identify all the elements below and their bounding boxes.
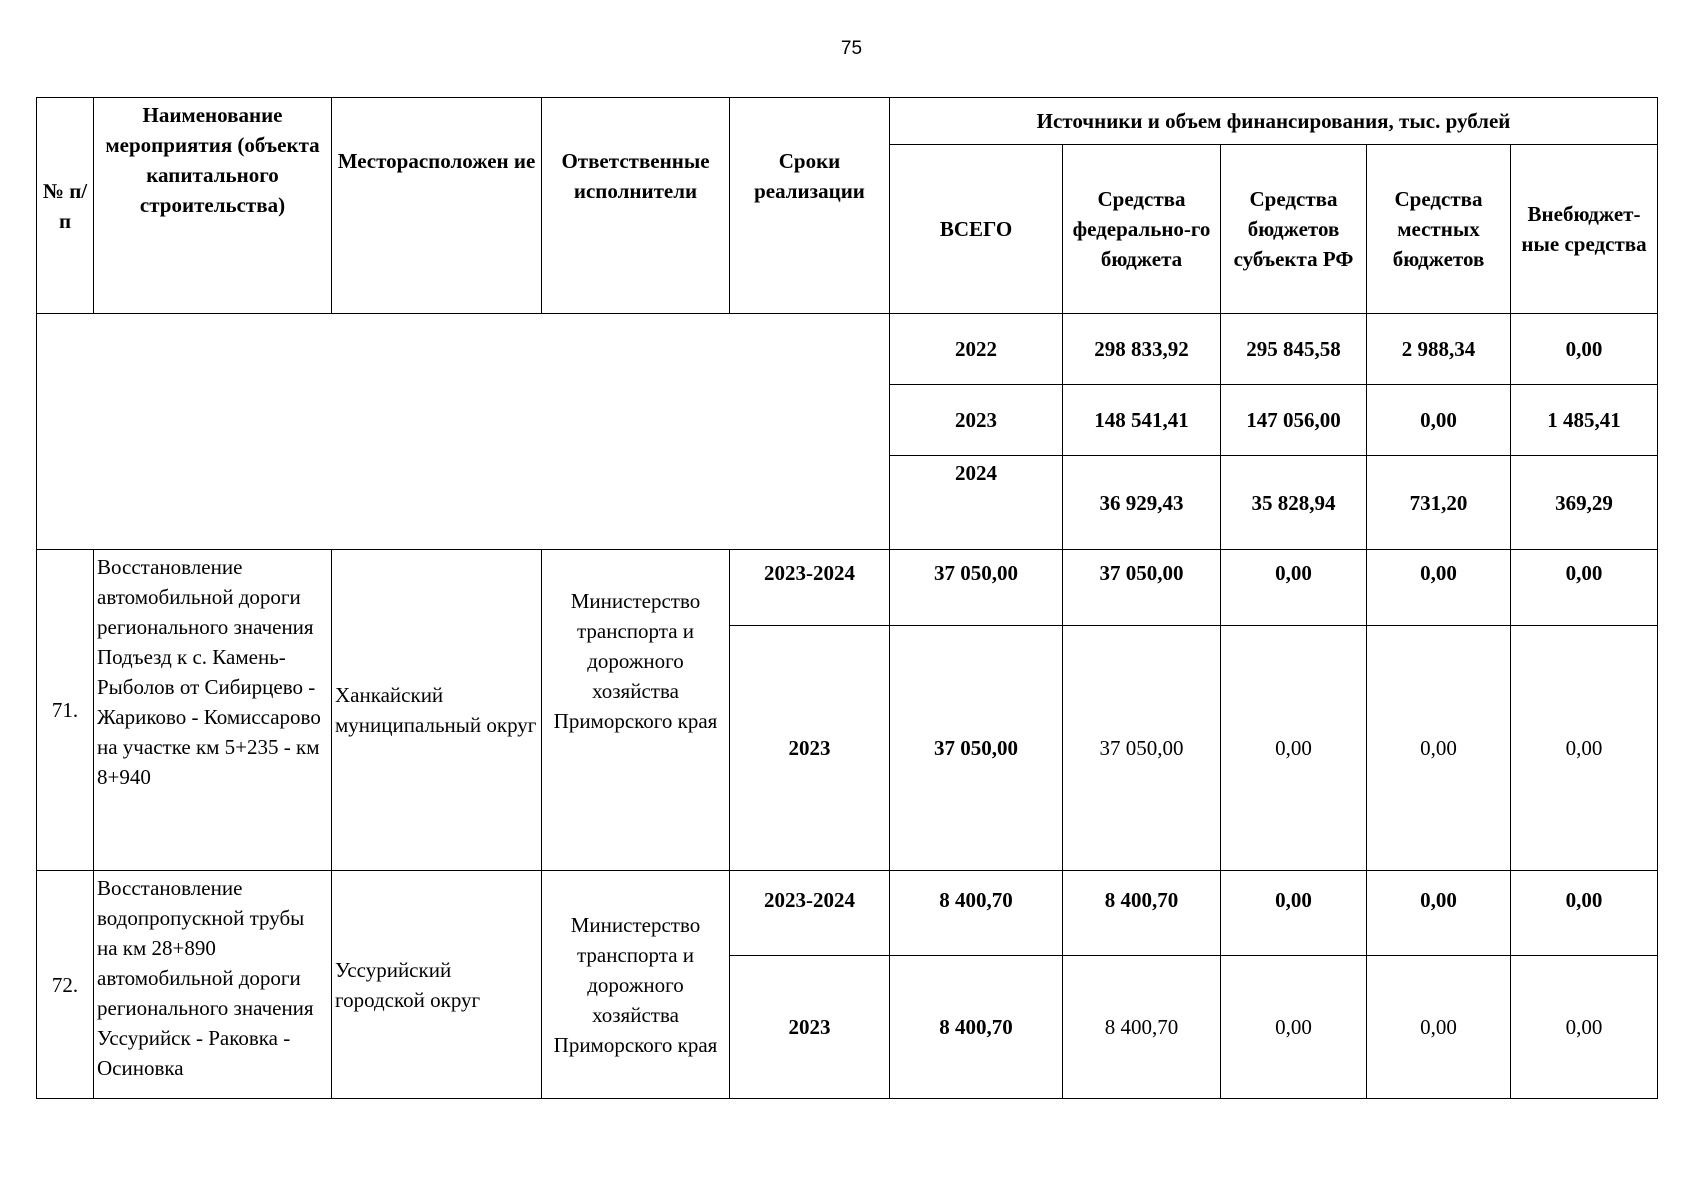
year-cell: 2023 [730, 626, 890, 871]
header-extrabudget: Внебюджет-ные средства [1511, 145, 1658, 314]
header-total: ВСЕГО [890, 145, 1063, 314]
federal-cell: 35 828,94 [1221, 456, 1367, 550]
summary-row [37, 314, 1658, 385]
extra-cell: 0,00 [1511, 871, 1658, 956]
header-sources: Источники и объем финансирования, тыс. рублей [890, 98, 1658, 145]
year-cell: 2022 [890, 314, 1063, 385]
activity-name: Восстановление водопропускной трубы на км 28+890 автомобильной дороги регионального значения Уссурийск - Раковка - Осиновка [94, 871, 332, 1099]
table-row [37, 871, 1658, 956]
local-cell: 1 485,41 [1511, 385, 1658, 456]
federal-cell: 147 056,00 [1221, 385, 1367, 456]
total-cell: 8 400,70 [890, 956, 1063, 1099]
federal-cell: 8 400,70 [1063, 956, 1221, 1099]
header-location: Месторасположен ие [332, 98, 542, 314]
extra-cell: 0,00 [1511, 626, 1658, 871]
responsible-cell: Министерство транспорта и дорожного хозяйства Приморского края [542, 550, 730, 871]
header-name: Наименование мероприятия (объекта капитального строительства) [94, 98, 332, 314]
regional-cell: 0,00 [1221, 626, 1367, 871]
page-number: 75 [840, 38, 863, 59]
year-cell: 2023 [890, 385, 1063, 456]
responsible-cell: Министерство транспорта и дорожного хозяйства Приморского края [542, 871, 730, 1099]
local-cell: 0,00 [1367, 550, 1511, 626]
local-cell: 0,00 [1367, 956, 1511, 1099]
table-row [37, 550, 1658, 626]
header-regional: Средства бюджетов субъекта РФ [1221, 145, 1367, 314]
location-cell: Ханкайский муниципальный округ [332, 550, 542, 871]
year-cell: 2023-2024 [730, 871, 890, 956]
total-cell: 37 050,00 [890, 626, 1063, 871]
year-cell: 2024 [890, 456, 1063, 550]
header-responsible: Ответственные исполнители [542, 98, 730, 314]
local-cell: 0,00 [1367, 626, 1511, 871]
header-local: Средства местных бюджетов [1367, 145, 1511, 314]
total-cell: 37 050,00 [890, 550, 1063, 626]
federal-cell: 8 400,70 [1063, 871, 1221, 956]
financing-table [36, 97, 1658, 1099]
regional-cell: 0,00 [1367, 385, 1511, 456]
summary-blank-cell [37, 314, 890, 550]
header-federal: Средства федерально-го бюджета [1063, 145, 1221, 314]
federal-cell: 37 050,00 [1063, 550, 1221, 626]
local-cell: 0,00 [1367, 871, 1511, 956]
federal-cell: 37 050,00 [1063, 626, 1221, 871]
total-cell: 36 929,43 [1063, 456, 1221, 550]
regional-cell: 0,00 [1221, 956, 1367, 1099]
total-cell: 298 833,92 [1063, 314, 1221, 385]
activity-name: Восстановление автомобильной дороги регионального значения Подъезд к с. Камень-Рыболов от Сибирцево - Жариково - Комиссарово на участке км 5+235 - км 8+940 [94, 550, 332, 871]
header-num: № п/п [37, 98, 94, 314]
federal-cell: 295 845,58 [1221, 314, 1367, 385]
total-cell: 8 400,70 [890, 871, 1063, 956]
local-cell: 0,00 [1511, 314, 1658, 385]
regional-cell: 2 988,34 [1367, 314, 1511, 385]
location-cell: Уссурийский городской округ [332, 871, 542, 1099]
year-cell: 2023-2024 [730, 550, 890, 626]
header-period: Сроки реализации [730, 98, 890, 314]
regional-cell: 0,00 [1221, 550, 1367, 626]
total-cell: 148 541,41 [1063, 385, 1221, 456]
year-cell: 2023 [730, 956, 890, 1099]
local-cell: 369,29 [1511, 456, 1658, 550]
regional-cell: 731,20 [1367, 456, 1511, 550]
row-number: 72. [37, 871, 94, 1099]
regional-cell: 0,00 [1221, 871, 1367, 956]
row-number: 71. [37, 550, 94, 871]
extra-cell: 0,00 [1511, 956, 1658, 1099]
extra-cell: 0,00 [1511, 550, 1658, 626]
